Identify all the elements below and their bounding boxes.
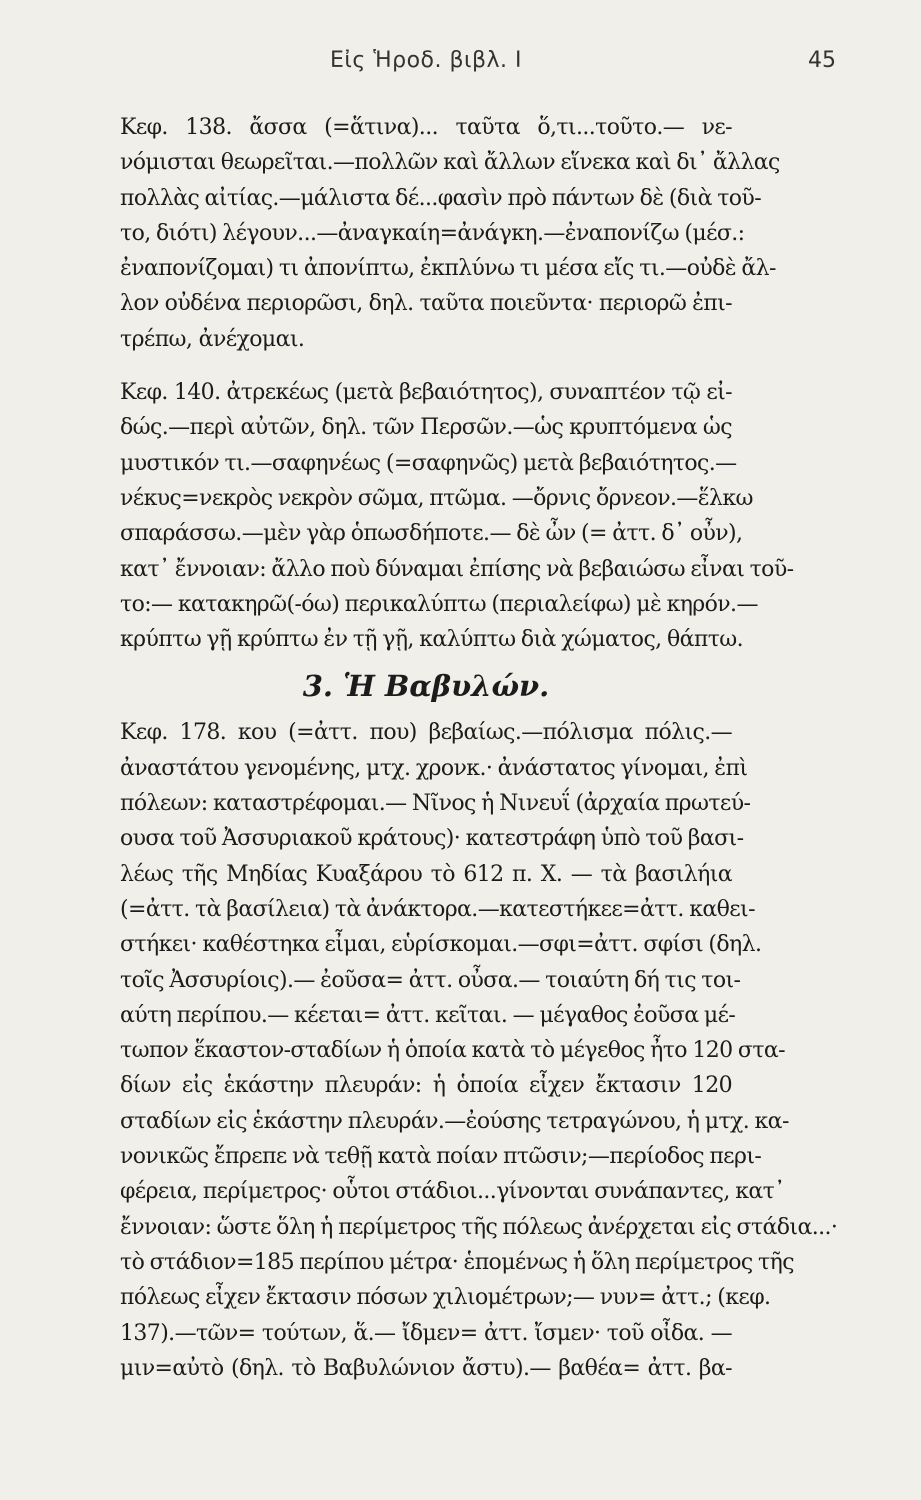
- text-line: το, διότι) λέγουν...—ἀναγκαίη=ἀνάγκη.—ἐναπονίζω (μέσ.:: [120, 220, 745, 246]
- text-body: [120, 110, 838, 1386]
- text-line: ἐναπονίζομαι) τι ἀπονίπτω, ἐκπλύνω τι μέσα εἴς τι.—οὐδὲ ἄλ-: [120, 256, 776, 282]
- text-line: ἔννοιαν: ὥστε ὅλη ἡ περίμετρος τῆς πόλεως ἀνέρχεται εἰς στάδια...·: [120, 1214, 838, 1240]
- text-line: ἀναστάτου γενομένης, μτχ. χρονκ.· ἀνάστατος γίνομαι, ἐπὶ: [120, 755, 748, 781]
- text-line: αύτη περίπου.— κέεται= ἀττ. κεῖται. — μέγαθος ἐοῦσα μέ-: [120, 1002, 736, 1028]
- text-line: νέκυς=νεκρὸς νεκρὸν σῶμα, πτῶμα. —ὄρνις ὄρνεον.—ἕλκω: [120, 485, 753, 511]
- text-line: πόλεως εἶχεν ἔκτασιν πόσων χιλιομέτρων;— νυν= ἀττ.; (κεφ.: [120, 1285, 771, 1311]
- text-line: 137).—τῶν= τούτων, ἅ.— ἴδμεν= ἀττ. ἴσμεν· τοῦ οἶδα. —: [120, 1320, 732, 1346]
- text-line: δίων εἰς ἑκάστην πλευράν: ἡ ὁποία εἶχεν ἔκτασιν 120: [120, 1073, 732, 1099]
- text-line: τὸ στάδιον=185 περίπου μέτρα· ἑπομένως ἡ ὅλη περίμετρος τῆς: [120, 1249, 794, 1275]
- text-line: στήκει· καθέστηκα εἶμαι, εὑρίσκομαι.—σφι=ἀττ. σφίσι (δηλ.: [120, 932, 762, 958]
- text-line: τωπον ἕκαστον-σταδίων ἡ ὁποία κατὰ τὸ μέγεθος ἦτο 120 στα-: [120, 1038, 785, 1064]
- text-line: λον οὐδένα περιορῶσι, δηλ. ταῦτα ποιεῦντα· περιορῶ ἐπι-: [120, 291, 732, 317]
- text-line: το:— κατακηρῶ(-όω) περικαλύπτω (περιαλείφω) μὲ κηρόν.—: [120, 591, 758, 617]
- text-line: ουσα τοῦ Ἀσσυριακοῦ κράτους)· κατεστράφη ὑπὸ τοῦ βασι-: [120, 826, 744, 852]
- page-header: [0, 48, 921, 88]
- text-line: Κεφ. 178. κου (=ἀττ. που) βεβαίως.—πόλισμα πόλις.—: [120, 720, 732, 746]
- text-line: πολλὰς αἰτίας.—μάλιστα δέ...φασὶν πρὸ πάντων δὲ (διὰ τοῦ-: [120, 185, 762, 211]
- text-line: φέρεια, περίμετρος· οὗτοι στάδιοι...γίνονται συνάπαντες, κατ᾿: [120, 1179, 785, 1205]
- text-line: λέως τῆς Μηδίας Κυαξάρου τὸ 612 π. Χ. — τὰ βασιλήια: [120, 861, 732, 887]
- paragraph-chapter-178: [120, 715, 838, 1386]
- text-line: Κεφ. 140. ἀτρεκέως (μετὰ βεβαιότητος), συναπτέον τῷ εἰ-: [120, 380, 732, 406]
- text-line: τρέπω, ἀνέχομαι.: [120, 326, 305, 352]
- text-line: κατ᾿ ἔννοιαν: ἄλλο ποὺ δύναμαι ἐπίσης νὰ βεβαιώσω εἶναι τοῦ-: [120, 556, 794, 582]
- text-line: μιν=αὐτὸ (δηλ. τὸ Βαβυλώνιον ἄστυ).— βαθέα= ἀττ. βα-: [120, 1355, 732, 1381]
- text-line: Κεφ. 138. ἄσσα (=ἅτινα)... ταῦτα ὅ,τι...τοῦτο.— νε-: [120, 115, 732, 140]
- text-line: (=ἀττ. τὰ βασίλεια) τὰ ἀνάκτορα.—κατεστήκεε=ἀττ. καθει-: [120, 896, 755, 922]
- text-line: νονικῶς ἔπρεπε νὰ τεθῇ κατὰ ποίαν πτῶσιν;—περίοδος περι-: [120, 1144, 762, 1170]
- section-heading: 3. Ἡ Βαβυλών.: [302, 669, 550, 704]
- paragraph-chapter-140: [120, 375, 794, 657]
- text-line: πόλεων: καταστρέφομαι.— Νῖνος ἡ Νινευΐ (ἀρχαία πρωτεύ-: [120, 791, 751, 817]
- text-line: νόμισται θεωρεῖται.—πολλῶν καὶ ἄλλων εἵνεκα καὶ δι᾿ ἄλλας: [120, 150, 780, 176]
- text-line: σταδίων εἰς ἑκάστην πλευράν.—ἐούσης τετραγώνου, ἡ μτχ. κα-: [120, 1108, 789, 1134]
- text-line: κρύπτω γῇ κρύπτω ἐν τῇ γῇ, καλύπτω διὰ χώματος, θάπτω.: [120, 627, 744, 653]
- text-line: δώς.—περὶ αὐτῶν, δηλ. τῶν Περσῶν.—ὡς κρυπτόμενα ὡς: [120, 415, 732, 441]
- running-head: Εἰς Ἡροδ. βιβλ. Ι: [330, 48, 523, 73]
- text-line: μυστικόν τι.—σαφηνέως (=σαφηνῶς) μετὰ βεβαιότητος.—: [120, 450, 737, 476]
- page-number: 45: [808, 48, 836, 73]
- text-line: σπαράσσω.—μὲν γὰρ ὁπωσδήποτε.— δὲ ὦν (= ἀττ. δ᾿ οὖν),: [120, 521, 743, 547]
- text-line: τοῖς Ἀσσυρίοις).— ἐοῦσα= ἀττ. οὖσα.— τοιαύτη δή τις τοι-: [120, 967, 741, 993]
- paragraph-chapter-138: [120, 110, 780, 357]
